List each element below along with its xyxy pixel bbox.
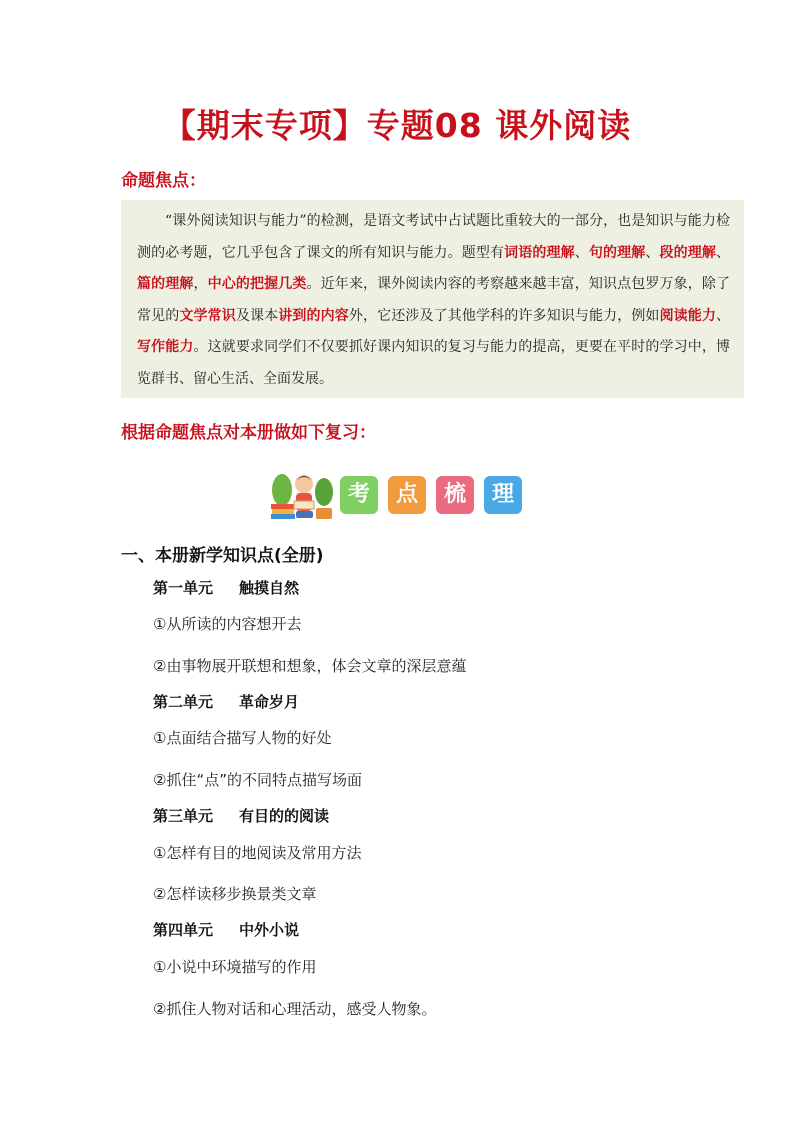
unit-name: 有目的的阅读	[239, 807, 330, 825]
banner-tile-dian: 点	[388, 476, 426, 514]
unit-3-point-1: ①怎样有目的地阅读及常用方法	[153, 844, 362, 862]
focus-text: 外，它还涉及了其他学科的许多知识与能力，例如	[348, 307, 660, 324]
unit-4-point-2: ②抓住人物对话和心理活动，感受人物象。	[153, 1000, 437, 1018]
highlight-word-understanding: 词语的理解	[504, 244, 575, 261]
separator: 、	[716, 244, 731, 261]
highlight-writing-ability: 写作能力	[137, 339, 194, 356]
separator: 、	[645, 244, 660, 261]
separator: ，	[193, 276, 208, 293]
focus-text: 及课本	[235, 307, 279, 324]
unit-1-point-2: ②由事物展开联想和想象，体会文章的深层意蕴	[153, 657, 467, 675]
banner-tile-kao: 考	[340, 476, 378, 514]
unit-label: 第一单元	[153, 579, 214, 597]
unit-label: 第四单元	[153, 921, 214, 939]
unit-2-heading	[153, 691, 299, 712]
highlight-sentence-understanding: 句的理解	[588, 244, 646, 261]
focus-text: 。这就要求同学们不仅要抓好课内知识的复习与能力的提高，更要在平时的学习中，博览群书、留心生活、全面发展。	[137, 339, 731, 387]
separator: 、	[716, 307, 731, 324]
unit-name: 中外小说	[239, 921, 300, 939]
separator: 、	[574, 244, 589, 261]
reading-child-illustration	[268, 468, 336, 520]
unit-name: 革命岁月	[239, 693, 300, 711]
unit-4-heading	[153, 919, 299, 940]
unit-name: 触摸自然	[239, 579, 300, 597]
focus-heading: 命题焦点：	[121, 171, 206, 191]
section-1-heading: 一、本册新学知识点(全册)	[121, 546, 324, 566]
unit-label: 第三单元	[153, 807, 214, 825]
unit-1-heading	[153, 577, 299, 598]
highlight-text-understanding: 篇的理解	[137, 276, 194, 293]
unit-4-point-1: ①小说中环境描写的作用	[153, 958, 317, 976]
banner-tile-li: 理	[484, 476, 522, 514]
unit-label: 第二单元	[153, 693, 214, 711]
unit-1-point-1: ①从所读的内容想开去	[153, 615, 302, 633]
unit-2-point-1: ①点面结合描写人物的好处	[153, 729, 332, 747]
highlight-reading-ability: 阅读能力	[659, 307, 717, 324]
highlight-literary-knowledge: 文学常识	[179, 307, 236, 324]
review-banner	[268, 468, 530, 520]
focus-text: “课外阅读知识与能力”的检测，是语文考试中占试题比重较大的一部分，也是知识与能力检测的必考题，它几乎包含了课文的所有知识与能力。题型有	[137, 213, 730, 261]
unit-3-heading	[153, 805, 329, 826]
unit-2-point-2: ②抓住“点”的不同特点描写场面	[153, 771, 362, 789]
highlight-textbook-content: 讲到的内容	[278, 307, 349, 324]
banner-tile-shu: 梳	[436, 476, 474, 514]
page-title: 【期末专项】专题08 课外阅读	[162, 106, 632, 145]
focus-text-box	[121, 200, 744, 398]
highlight-paragraph-understanding: 段的理解	[659, 244, 717, 261]
focus-text: 。近年来，课外阅读内容的考察越来越丰富，知识点包罗万象，除了常见的	[137, 276, 731, 324]
unit-3-point-2: ②怎样读移步换景类文章	[153, 885, 317, 903]
review-heading: 根据命题焦点对本册做如下复习：	[121, 423, 376, 443]
highlight-central-idea: 中心的把握几类	[207, 276, 307, 293]
